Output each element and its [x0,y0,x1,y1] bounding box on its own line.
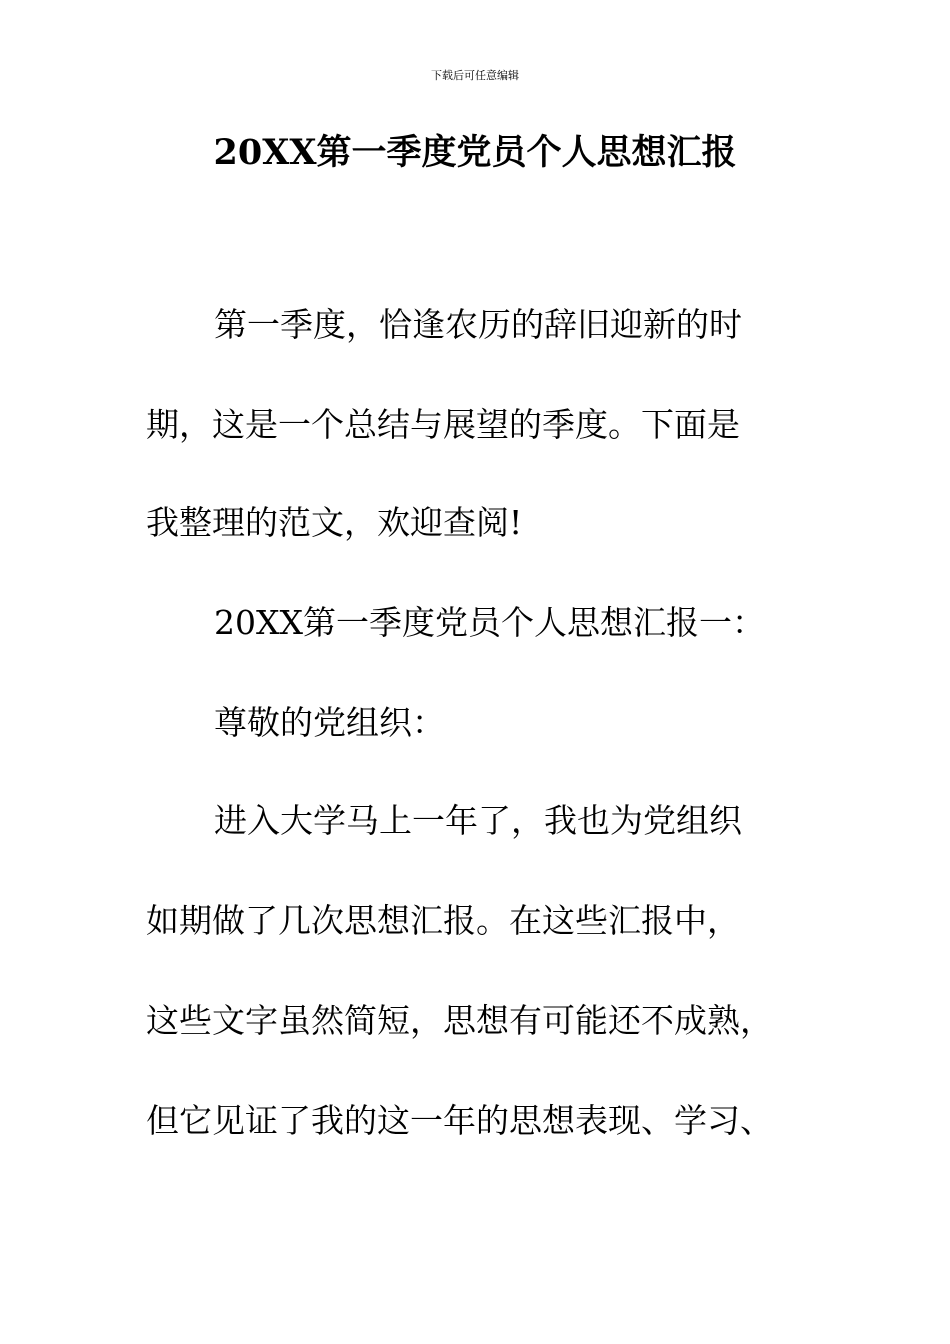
paragraph-line: 进入大学马上一年了，我也为党组织 [214,801,742,840]
paragraph-line: 第一季度，恰逢农历的辞旧迎新的时 [214,305,742,344]
paragraph-line: 我整理的范文，欢迎查阅! [146,503,523,542]
document-title: 20XX第一季度党员个人思想汇报 [213,132,737,173]
salutation: 尊敬的党组织： [214,703,445,742]
section-heading: 20XX第一季度党员个人思想汇报一： [214,603,765,642]
paragraph-line: 但它见证了我的这一年的思想表现、学习、 [146,1101,773,1140]
paragraph-line: 这些文字虽然简短，思想有可能还不成熟， [146,1001,773,1040]
header-note: 下载后可任意编辑 [431,69,519,82]
paragraph-line: 期，这是一个总结与展望的季度。下面是 [146,405,740,444]
paragraph-line: 如期做了几次思想汇报。在这些汇报中， [146,901,740,940]
